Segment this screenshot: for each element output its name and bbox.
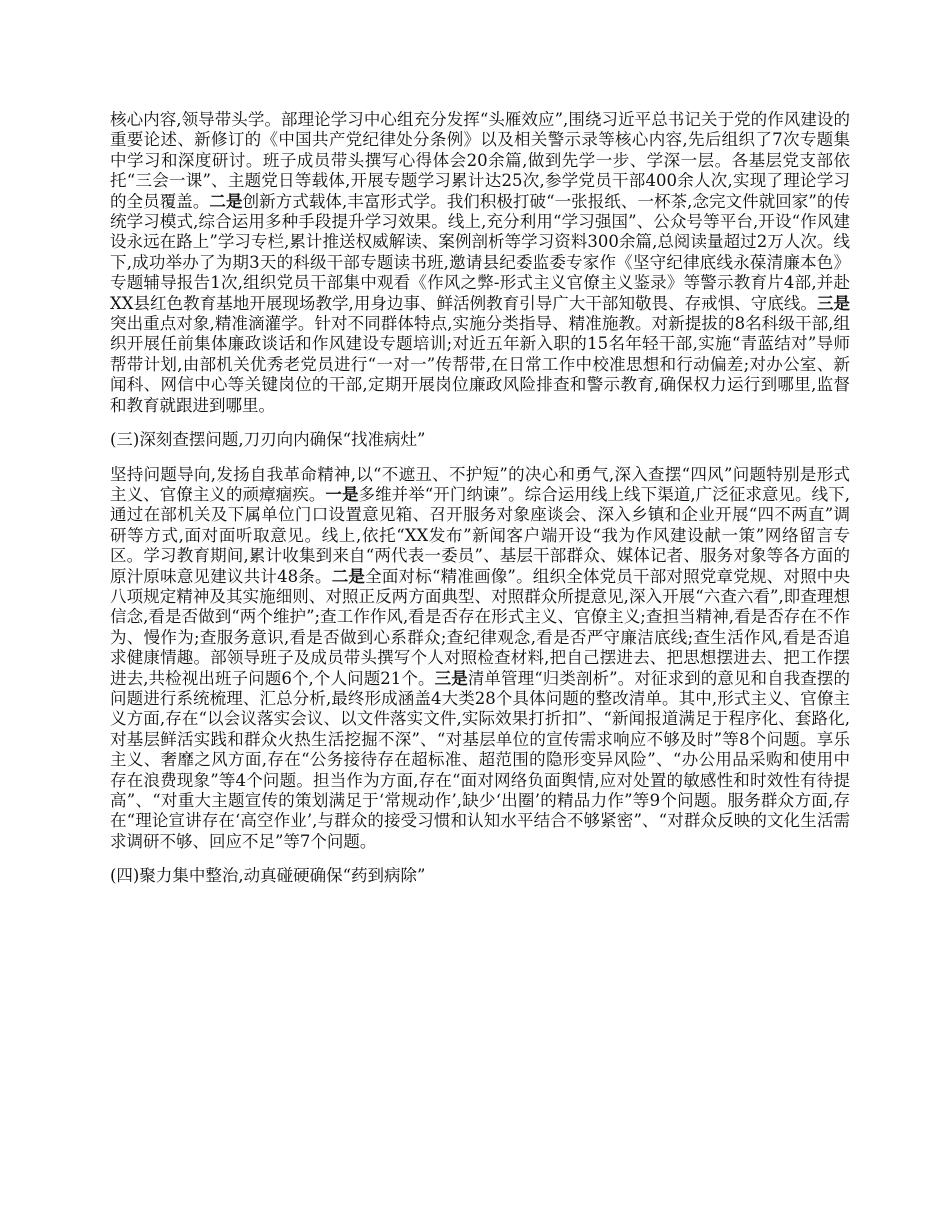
bold-marker: 三是 — [434, 668, 468, 688]
text-segment: 创新方式载体,丰富形式学。我们积极打破“一张报纸、一杯茶,念完文件就回家”的传统学习模式,综合运用多种手段提升学习效果。线上,充分利用“学习强国”、公众号等平台,开设“作风建设永远在路上”学习专栏,累计推送权威解读、案例剖析等学习资料300余篇,总阅读量超过2万人次。线下,成功举办了为期3天的科级干部专题读书班,邀请县纪委监委专家作《坚守纪律底线永葆清廉本色》专题辅导报告1次,组织党员干部集中观看《作风之弊-形式主义官僚主义鉴录》等警示教育片4部,并赴XX县红色教育基地开展现场教学,用身边事、鲜活例教育引导广大干部知敬畏、存戒惧、守底线。 — [110, 191, 851, 313]
text-segment: 多维并举“开门纳谏”。综合运用线上线下渠道,广泛征求意见。线下,通过在部机关及下属单位门口设置意见箱、召开服务对象座谈会、深入乡镇和企业开展“四不两直”调研等方式,面对面听取意见。线上,依托“XX发布”新闻客户端开设“我为作风建设献一策”网络留言专区。学习教育期间,累计收集到来自“两代表一委员”、基层干部群众、媒体记者、服务对象等各方面的原汁原味意见建议共计48条。 — [110, 484, 850, 586]
section-heading-4: (四)聚力集中整治,动真碰硬确保“药到病除” — [110, 866, 426, 886]
text-segment: 突出重点对象,精准滴灌学。针对不同群体特点,实施分类指导、精准施教。对新提拔的8名科级干部,组织开展任前集体廉政谈话和作风建设专题培训;对近五年新入职的15名年轻干部,实施“青蓝结对”导师帮带计划,由部机关优秀老党员进行“一对一”传帮带,在日常工作中校准思想和行动偏差;对办公室、新闻科、网信中心等关键岗位的干部,定期开展岗位廉政风险排查和警示教育,确保权力运行到哪里,监督和教育就跟进到哪里。 — [110, 314, 850, 415]
bold-marker: 二是 — [209, 191, 243, 211]
bold-marker: 一是 — [325, 484, 359, 504]
paragraph-study-measures — [110, 110, 850, 416]
text-segment: 清单管理“归类剖析”。对征求到的意见和自我查摆的问题进行系统梳理、汇总分析,最终形成涵盖4大类28个具体问题的整改清单。其中,形式主义、官僚主义方面,存在“以会议落实会议、以文件落实文件,实际效果打折扣”、“新闻报道满足于程序化、套路化,对基层鲜活实践和群众火热生活挖掘不深”、“对基层单位的宣传需求响应不够及时”等8个问题。享乐主义、奢靡之风方面,存在“公务接待存在超标准、超范围的隐形变异风险”、“办公用品采购和使用中存在浪费现象”等4个问题。担当作为方面,存在“面对网络负面舆情,应对处置的敏感性和时效性有待提高”、“对重大主题宣传的策划满足于‘常规动作’,缺少‘出圈’的精品力作”等9个问题。服务群众方面,存在“理论宣讲存在‘高空作业’,与群众的接受习惯和认知水平结合不够紧密”、“对群众反映的文化生活需求调研不够、回应不足”等7个问题。 — [110, 668, 851, 851]
bold-marker: 三是 — [816, 293, 850, 313]
text-segment: 核心内容,领导带头学。部理论学习中心组充分发挥“头雁效应”,围绕习近平总书记关于党的作风建设的重要论述、新修订的《中国共产党纪律处分条例》以及相关警示录等核心内容,先后组织了7次专题集中学习和深度研讨。班子成员带头撰写心得体会20余篇,做到先学一步、学深一层。各基层党支部依托“三会一课”、主题党日等载体,开展专题学习累计达25次,参学党员干部400余人次,实现了理论学习的全员覆盖。 — [110, 110, 850, 211]
section-heading-3: (三)深刻查摆问题,刀刃向内确保“找准病灶” — [110, 430, 426, 450]
paragraph-problem-finding — [110, 465, 850, 853]
bold-marker: 二是 — [331, 566, 366, 586]
document-page — [110, 110, 850, 887]
text-segment: 全面对标“精准画像”。组织全体党员干部对照党章党规、对照中央八项规定精神及其实施细则、对照正反两方面典型、对照群众所提意见,深入开展“六查六看”,即查理想信念,看是否做到“两个维护”;查工作作风,看是否存在形式主义、官僚主义;查担当精神,看是否存在不作为、慢作为;查服务意识,看是否做到心系群众;查纪律观念,看是否严守廉洁底线;查生活作风,看是否追求健康情趣。部领导班子及成员带头撰写个人对照检查材料,把自己摆进去、把思想摆进去、把工作摆进去,共检视出班子问题6个,个人问题21个。 — [110, 566, 851, 688]
text-segment: 坚持问题导向,发扬自我革命精神,以“不遮丑、不护短”的决心和勇气,深入查摆“四风”问题特别是形式主义、官僚主义的顽瘴痼疾。 — [110, 464, 850, 504]
